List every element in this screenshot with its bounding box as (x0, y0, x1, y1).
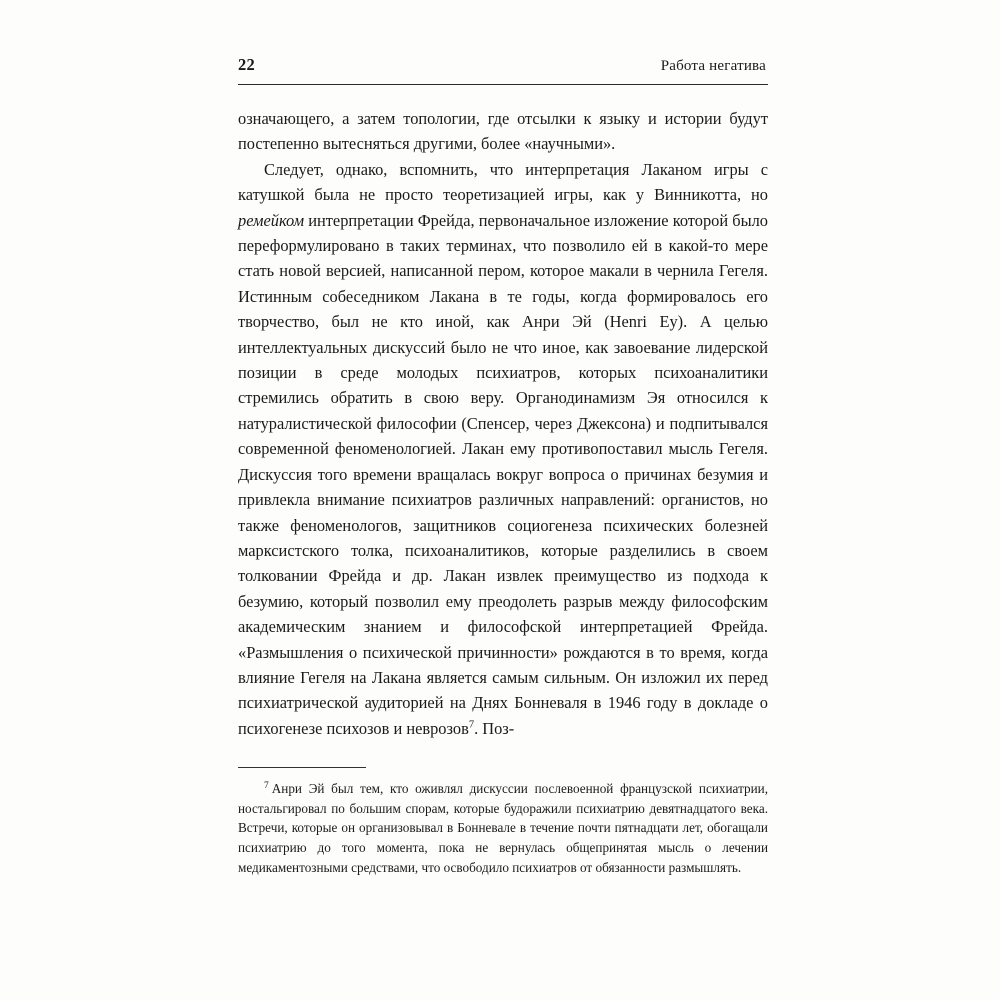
paragraph-2 (238, 157, 768, 741)
footnote-marker: 7 (264, 780, 269, 791)
running-title: Работа негатива (660, 58, 766, 74)
footnote-separator (238, 767, 366, 768)
paragraph-2-seg-2: интерпретации Фрейда, первоначальное изложение которой было переформулировано в таких терминах, что позволило ей в какой-то мере стать новой версией, написанной пером, которое макали в чернила Гегеля. Истинным собеседником Лакана в те годы, когда формировалось его творчество, был не кто иной, как Анри Эй (Henri Ey). А целью интеллектуальных дискуссий было не что иное, как завоевание лидерской позиции в среде молодых психиатров, которых психоаналитики стремились обратить в свою веру. Органодинамизм Эя относился к натуралистической философии (Спенсер, через Джексона) и подпитывался современной феноменологией. Лакан ему противопоставил мысль Гегеля. Дискуссия того времени вращалась вокруг вопроса о причинах безумия и привлекла внимание психиатров различных направлений: органистов, но также феноменологов, защитников социогенеза психических болезней марксистского толка, психоаналитиков, которые разделились в своем толковании Фрейда и др. Лакан извлек преимущество из подхода к безумию, который позволил ему преодолеть разрыв между философским академическим знанием и философской интерпретацией Фрейда. «Размышления о психической причинности» рождаются в то время, когда влияние Гегеля на Лакана является самым сильным. Он изложил их перед психиатрической аудиторией на Днях Бонневаля в 1946 году в докладе о психогенезе психозов и неврозов (238, 210, 768, 738)
page-content (238, 55, 768, 877)
running-head (238, 55, 768, 85)
paragraph-2-seg-3: . Поз- (474, 718, 515, 738)
footnote-reference[interactable]: 7 (468, 719, 475, 731)
footnote (238, 779, 768, 877)
footnote-text: Анри Эй был тем, кто оживлял дискуссии послевоенной французской психиатрии, ностальгировал по большим спорам, которые будоражили психиатрию девятнадцатого века. Встречи, которые он организовывал в Бонневале в течение почти пятнадцати лет, обогащали психиатрию до того момента, пока не вернулась общепринятая мысль о лечении медикаментозными средствами, что освободило психиатров от обязанности размышлять. (238, 781, 768, 875)
page-number: 22 (238, 55, 255, 74)
paragraph-1: означающего, а затем топологии, где отсылки к языку и истории будут постепенно вытесняться другими, более «научными». (238, 109, 768, 154)
body-text (238, 106, 768, 741)
paragraph-2-emphasis: ремейком (238, 210, 305, 230)
paragraph-2-seg-1: Следует, однако, вспомнить, что интерпретация Лаканом игры с катушкой была не просто теоретизацией игры, как у Винникотта, но (238, 159, 768, 205)
